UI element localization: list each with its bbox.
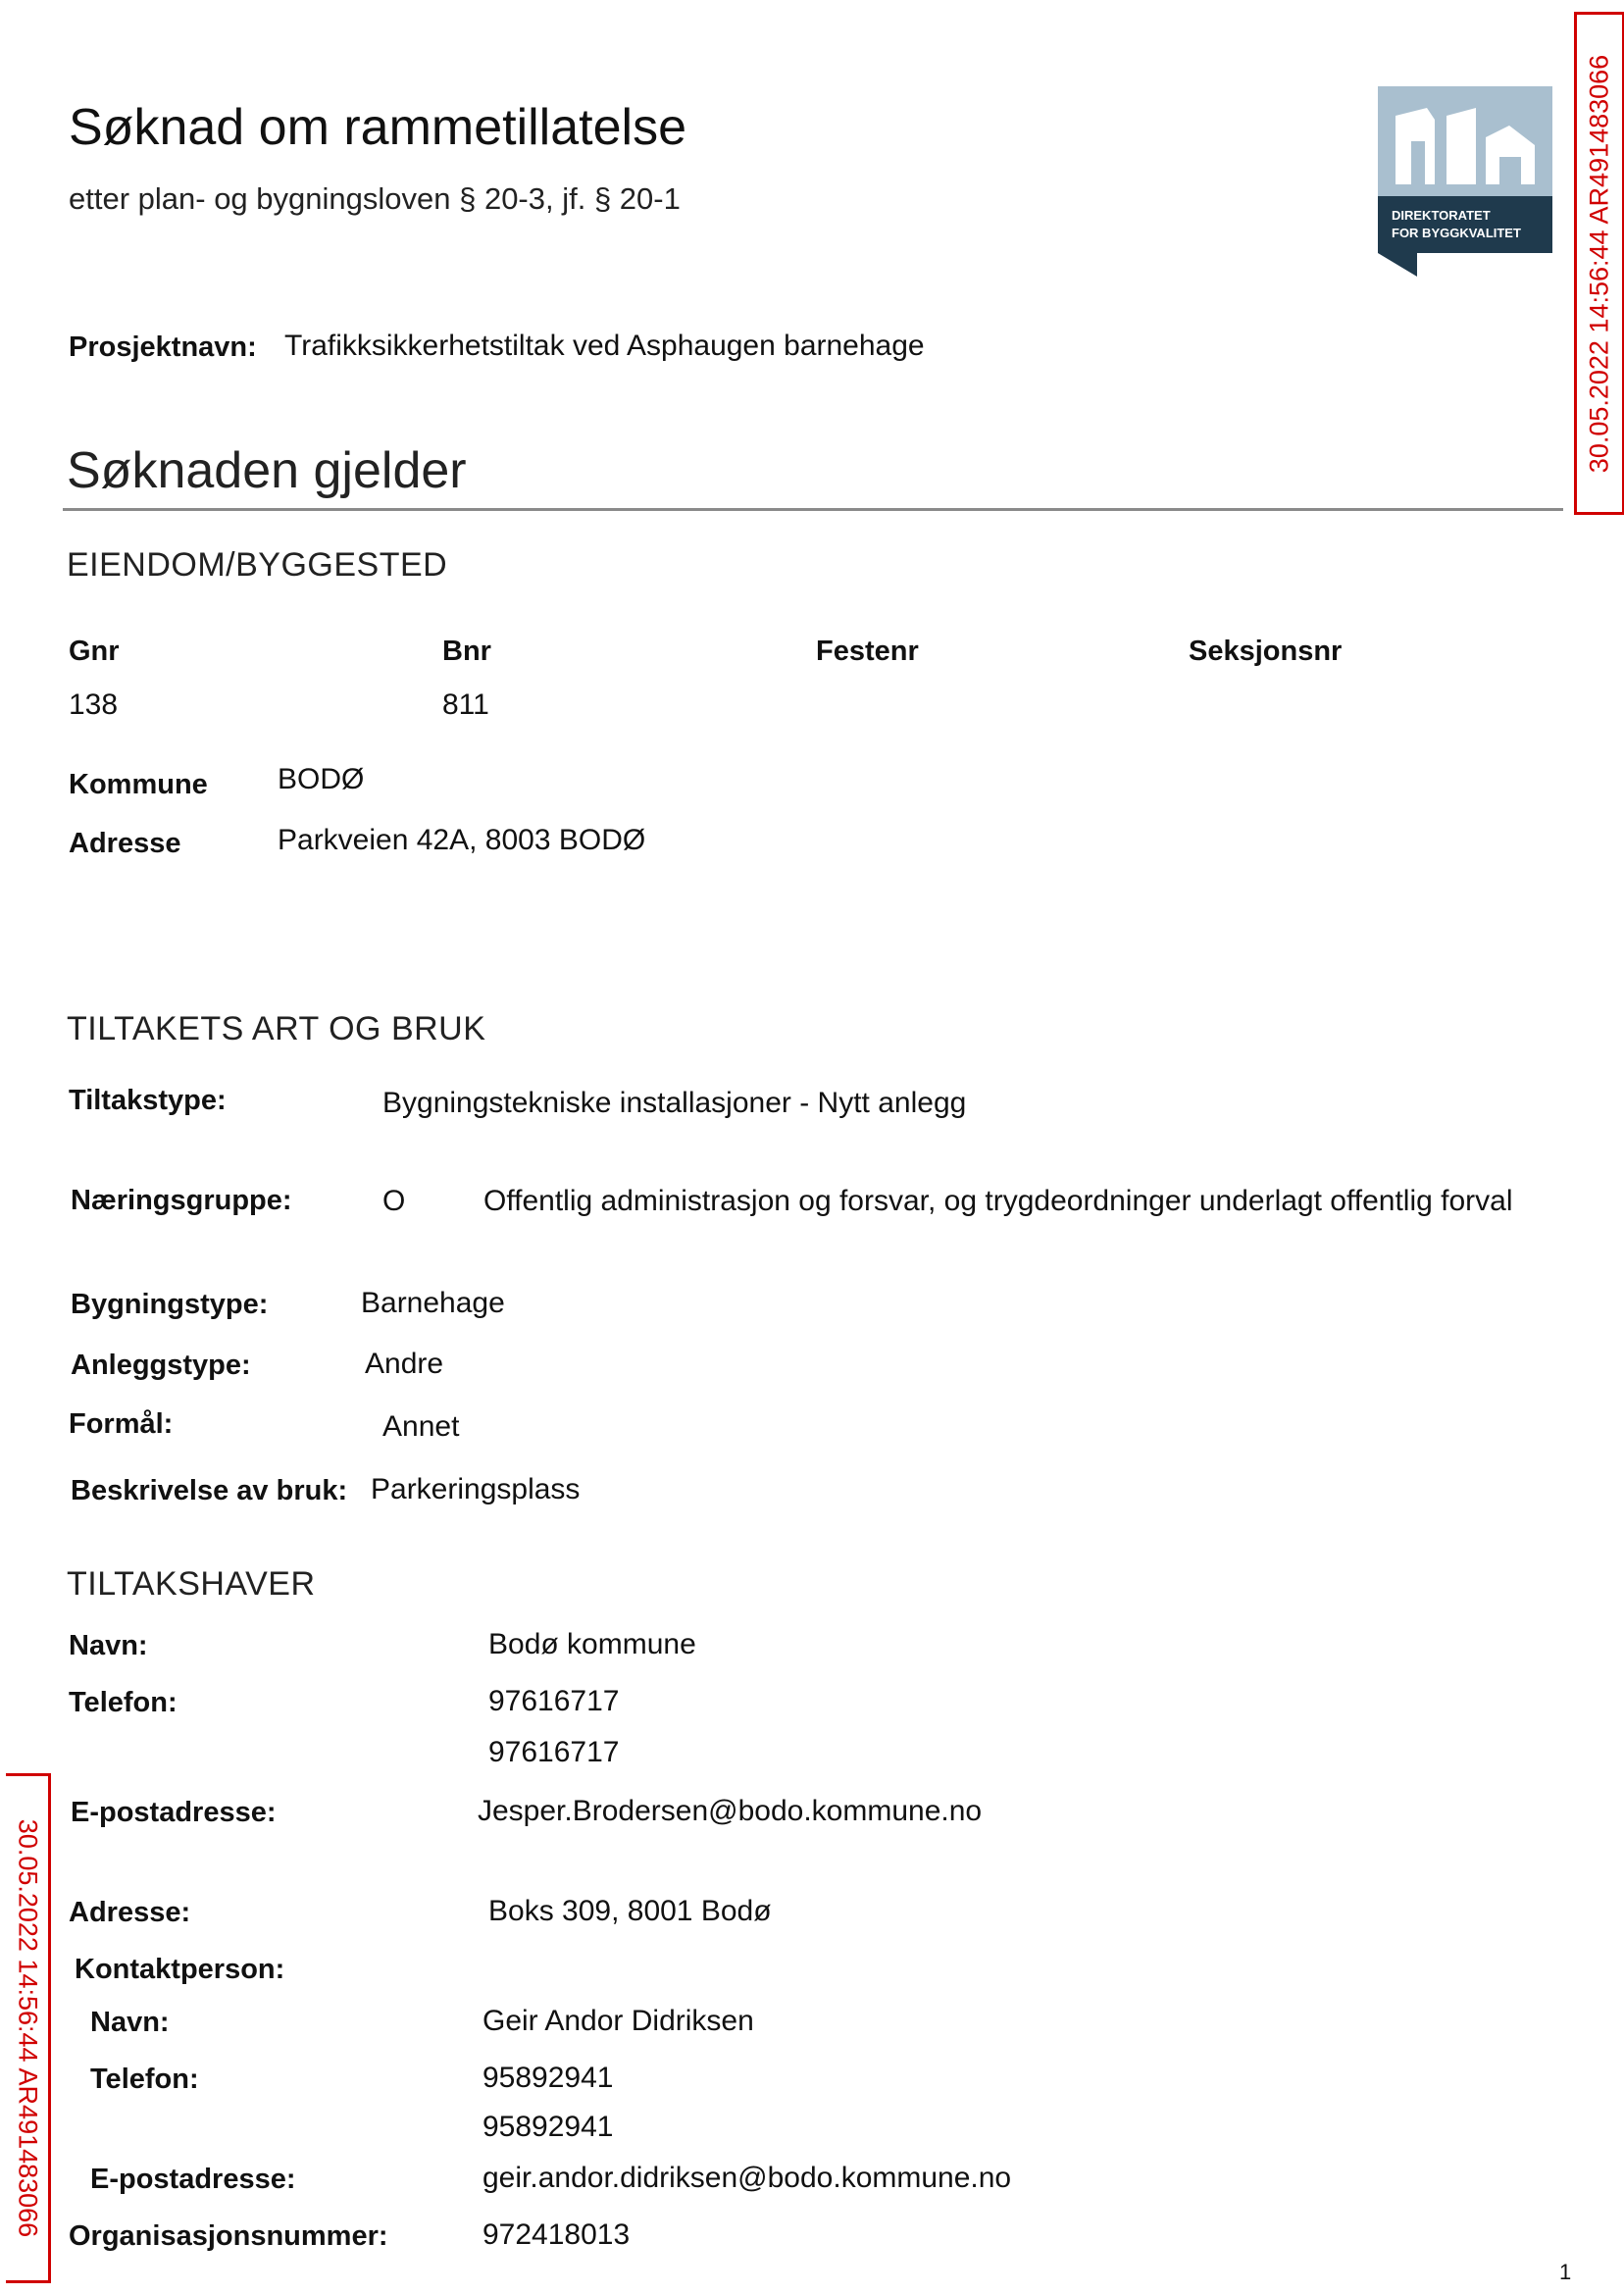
bygningstype-label: Bygningstype:	[71, 1289, 269, 1320]
gnr-header: Gnr	[69, 636, 120, 667]
festenr-header: Festenr	[816, 636, 919, 667]
orgnr-value: 972418013	[482, 2218, 631, 2251]
page-number: 1	[1559, 2260, 1572, 2284]
kommune-value: BODØ	[278, 763, 365, 795]
stamp-left	[6, 1773, 51, 2283]
eiendom-heading: EIENDOM/BYGGESTED	[67, 546, 448, 584]
project-value: Trafikksikkerhetstiltak ved Asphaugen barnehage	[284, 330, 925, 362]
tiltakshaver-adresse-label: Adresse:	[69, 1897, 191, 1928]
dibk-logo	[1378, 86, 1552, 277]
logo-text-line1: DIREKTORATET	[1392, 208, 1491, 223]
tiltakshaver-adresse-value: Boks 309, 8001 Bodø	[488, 1895, 772, 1927]
document-subtitle: etter plan- og bygningsloven § 20-3, jf. § 20-1	[69, 181, 681, 216]
formal-value: Annet	[382, 1410, 460, 1443]
tiltakshaver-epost-label: E-postadresse:	[71, 1797, 277, 1828]
section-divider	[63, 508, 1563, 511]
logo-text-line2: FOR BYGGKVALITET	[1392, 226, 1521, 240]
anleggstype-value: Andre	[365, 1348, 444, 1380]
tiltakshaver-epost-value: Jesper.Brodersen@bodo.kommune.no	[478, 1795, 983, 1827]
bygningstype-value: Barnehage	[361, 1287, 505, 1319]
orgnr-label: Organisasjonsnummer:	[69, 2220, 388, 2252]
dibk-logo-icon	[1378, 86, 1552, 277]
section-title: Søknaden gjelder	[67, 442, 467, 499]
kontakt-epost-label: E-postadresse:	[90, 2164, 296, 2195]
stamp-top-text: 30.05.2022 14:56:44 AR491483066	[1584, 54, 1614, 473]
tiltakstype-label: Tiltakstype:	[69, 1085, 227, 1116]
stamp-top	[1574, 12, 1624, 515]
stamp-left-text: 30.05.2022 14:56:44 AR491483066	[13, 1818, 42, 2238]
formal-label: Formål:	[69, 1408, 174, 1440]
kontakt-epost-value: geir.andor.didriksen@bodo.kommune.no	[482, 2162, 1012, 2194]
adresse-value: Parkveien 42A, 8003 BODØ	[278, 824, 646, 856]
bnr-header: Bnr	[442, 636, 491, 667]
seksjonsnr-header: Seksjonsnr	[1189, 636, 1343, 667]
bnr-value: 811	[442, 688, 489, 721]
tiltakstype-value: Bygningstekniske installasjoner - Nytt anlegg	[382, 1087, 967, 1119]
kontakt-telefon-value-2: 95892941	[482, 2111, 614, 2143]
tiltakshaver-telefon-label: Telefon:	[69, 1687, 178, 1718]
anleggstype-label: Anleggstype:	[71, 1350, 251, 1381]
tiltakshaver-telefon-value-1: 97616717	[488, 1685, 620, 1717]
beskrivelse-label: Beskrivelse av bruk:	[71, 1475, 348, 1506]
beskrivelse-value: Parkeringsplass	[371, 1473, 581, 1505]
naeringsgruppe-label: Næringsgruppe:	[71, 1185, 292, 1216]
tiltakshaver-navn-label: Navn:	[69, 1630, 148, 1661]
kontaktperson-label: Kontaktperson:	[75, 1954, 285, 1985]
naeringsgruppe-value: Offentlig administrasjon og forsvar, og trygdeordninger underlagt offentlig forval	[483, 1185, 1513, 1217]
kontakt-telefon-value-1: 95892941	[482, 2062, 614, 2094]
kontakt-telefon-label: Telefon:	[90, 2064, 199, 2095]
tiltakshaver-telefon-value-2: 97616717	[488, 1736, 620, 1768]
tiltakshaver-navn-value: Bodø kommune	[488, 1628, 696, 1660]
tiltakshaver-heading: TILTAKSHAVER	[67, 1565, 316, 1603]
kontakt-navn-value: Geir Andor Didriksen	[482, 2005, 754, 2037]
adresse-label: Adresse	[69, 828, 181, 859]
gnr-value: 138	[69, 688, 119, 721]
kontakt-navn-label: Navn:	[90, 2007, 170, 2038]
naeringsgruppe-code: O	[382, 1185, 406, 1217]
project-label: Prosjektnavn:	[69, 331, 257, 363]
tiltak-heading: TILTAKETS ART OG BRUK	[67, 1010, 486, 1047]
kommune-label: Kommune	[69, 769, 208, 800]
document-title: Søknad om rammetillatelse	[69, 99, 686, 156]
